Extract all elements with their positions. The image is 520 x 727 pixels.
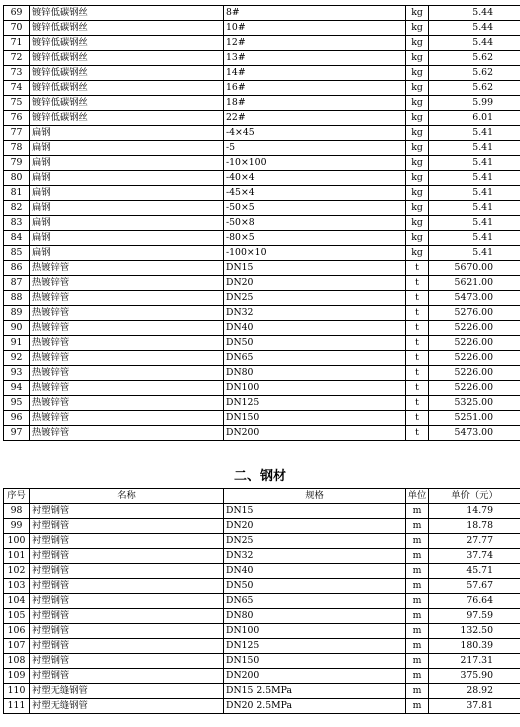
cell-price: 5473.00 bbox=[429, 426, 520, 441]
cell-name: 热镀锌管 bbox=[30, 321, 224, 336]
cell-name: 镀锌低碳钢丝 bbox=[30, 66, 224, 81]
cell-price: 5251.00 bbox=[429, 411, 520, 426]
cell-spec: -50×8 bbox=[224, 216, 406, 231]
cell-price: 5.41 bbox=[429, 231, 520, 246]
cell-spec: DN20 bbox=[224, 276, 406, 291]
cell-name: 镀锌低碳钢丝 bbox=[30, 6, 224, 21]
cell-no: 96 bbox=[4, 411, 30, 426]
cell-spec: DN40 bbox=[224, 564, 406, 579]
cell-name: 扁钢 bbox=[30, 141, 224, 156]
table-row bbox=[4, 291, 520, 306]
table-row bbox=[4, 141, 520, 156]
cell-unit: m bbox=[406, 534, 429, 549]
cell-no: 70 bbox=[4, 21, 30, 36]
table-row bbox=[4, 639, 520, 654]
cell-no: 110 bbox=[4, 684, 30, 699]
cell-no: 102 bbox=[4, 564, 30, 579]
cell-spec: 18# bbox=[224, 96, 406, 111]
cell-price: 5.41 bbox=[429, 126, 520, 141]
table-row bbox=[4, 426, 520, 441]
cell-no: 74 bbox=[4, 81, 30, 96]
section-title-steel: 二、钢材 bbox=[233, 469, 286, 484]
cell-no: 89 bbox=[4, 306, 30, 321]
cell-name: 衬塑钢管 bbox=[30, 639, 224, 654]
cell-no: 75 bbox=[4, 96, 30, 111]
cell-unit: kg bbox=[406, 36, 429, 51]
cell-spec: 8# bbox=[224, 6, 406, 21]
cell-spec: 10# bbox=[224, 21, 406, 36]
table-row bbox=[4, 246, 520, 261]
cell-name: 衬塑钢管 bbox=[30, 549, 224, 564]
cell-no: 72 bbox=[4, 51, 30, 66]
table-row bbox=[4, 156, 520, 171]
cell-no: 101 bbox=[4, 549, 30, 564]
table-row bbox=[4, 51, 520, 66]
cell-price: 5226.00 bbox=[429, 381, 520, 396]
cell-spec: -80×5 bbox=[224, 231, 406, 246]
cell-no: 80 bbox=[4, 171, 30, 186]
table-row bbox=[4, 351, 520, 366]
cell-unit: t bbox=[406, 366, 429, 381]
cell-unit: t bbox=[406, 321, 429, 336]
table-row bbox=[4, 396, 520, 411]
table-row bbox=[4, 699, 520, 714]
cell-no: 71 bbox=[4, 36, 30, 51]
cell-no: 92 bbox=[4, 351, 30, 366]
cell-no: 108 bbox=[4, 654, 30, 669]
cell-unit: kg bbox=[406, 246, 429, 261]
cell-price: 45.71 bbox=[429, 564, 520, 579]
table-row bbox=[4, 21, 520, 36]
cell-price: 5.62 bbox=[429, 81, 520, 96]
cell-no: 91 bbox=[4, 336, 30, 351]
table-row bbox=[4, 66, 520, 81]
cell-spec: DN150 bbox=[224, 411, 406, 426]
cell-price: 5.41 bbox=[429, 186, 520, 201]
cell-unit: m bbox=[406, 624, 429, 639]
cell-no: 84 bbox=[4, 231, 30, 246]
cell-name: 热镀锌管 bbox=[30, 351, 224, 366]
cell-no: 69 bbox=[4, 6, 30, 21]
cell-name: 衬塑钢管 bbox=[30, 594, 224, 609]
cell-price: 14.79 bbox=[429, 504, 520, 519]
cell-spec: DN25 bbox=[224, 534, 406, 549]
cell-no: 76 bbox=[4, 111, 30, 126]
cell-name: 热镀锌管 bbox=[30, 426, 224, 441]
table-row bbox=[4, 669, 520, 684]
table-row bbox=[4, 684, 520, 699]
table-row bbox=[4, 261, 520, 276]
cell-name: 扁钢 bbox=[30, 156, 224, 171]
cell-no: 78 bbox=[4, 141, 30, 156]
cell-spec: DN65 bbox=[224, 594, 406, 609]
cell-spec: DN32 bbox=[224, 549, 406, 564]
cell-no: 86 bbox=[4, 261, 30, 276]
cell-unit: m bbox=[406, 579, 429, 594]
cell-name: 镀锌低碳钢丝 bbox=[30, 36, 224, 51]
cell-unit: kg bbox=[406, 171, 429, 186]
cell-no: 106 bbox=[4, 624, 30, 639]
table-row bbox=[4, 276, 520, 291]
cell-name: 衬塑钢管 bbox=[30, 579, 224, 594]
cell-name: 镀锌低碳钢丝 bbox=[30, 111, 224, 126]
cell-unit: kg bbox=[406, 231, 429, 246]
cell-no: 97 bbox=[4, 426, 30, 441]
cell-unit: m bbox=[406, 699, 429, 714]
cell-spec: -40×4 bbox=[224, 171, 406, 186]
cell-unit: m bbox=[406, 519, 429, 534]
table-row bbox=[4, 564, 520, 579]
cell-spec: 12# bbox=[224, 36, 406, 51]
cell-unit: t bbox=[406, 276, 429, 291]
table-row bbox=[4, 96, 520, 111]
cell-unit: t bbox=[406, 351, 429, 366]
cell-spec: DN40 bbox=[224, 321, 406, 336]
cell-price: 180.39 bbox=[429, 639, 520, 654]
cell-price: 5.62 bbox=[429, 66, 520, 81]
cell-price: 5670.00 bbox=[429, 261, 520, 276]
table-row bbox=[4, 579, 520, 594]
cell-name: 镀锌低碳钢丝 bbox=[30, 81, 224, 96]
cell-price: 5.62 bbox=[429, 51, 520, 66]
cell-no: 82 bbox=[4, 201, 30, 216]
cell-name: 扁钢 bbox=[30, 126, 224, 141]
cell-unit: t bbox=[406, 291, 429, 306]
cell-unit: kg bbox=[406, 186, 429, 201]
cell-unit: m bbox=[406, 504, 429, 519]
cell-price: 6.01 bbox=[429, 111, 520, 126]
price-table-part2 bbox=[3, 488, 520, 714]
cell-price: 5226.00 bbox=[429, 366, 520, 381]
cell-price: 5.41 bbox=[429, 201, 520, 216]
cell-price: 5621.00 bbox=[429, 276, 520, 291]
cell-no: 99 bbox=[4, 519, 30, 534]
cell-spec: DN65 bbox=[224, 351, 406, 366]
cell-price: 57.67 bbox=[429, 579, 520, 594]
cell-price: 5.44 bbox=[429, 6, 520, 21]
cell-spec: DN100 bbox=[224, 381, 406, 396]
cell-spec: -4×45 bbox=[224, 126, 406, 141]
cell-spec: -10×100 bbox=[224, 156, 406, 171]
cell-spec: DN32 bbox=[224, 306, 406, 321]
table-row bbox=[4, 654, 520, 669]
table-header-row bbox=[4, 489, 520, 504]
cell-name: 热镀锌管 bbox=[30, 411, 224, 426]
cell-unit: m bbox=[406, 639, 429, 654]
header-spec: 规格 bbox=[224, 489, 406, 504]
cell-name: 热镀锌管 bbox=[30, 306, 224, 321]
cell-price: 18.78 bbox=[429, 519, 520, 534]
cell-name: 衬塑钢管 bbox=[30, 654, 224, 669]
cell-price: 217.31 bbox=[429, 654, 520, 669]
cell-unit: m bbox=[406, 684, 429, 699]
cell-name: 热镀锌管 bbox=[30, 276, 224, 291]
cell-spec: DN15 2.5MPa bbox=[224, 684, 406, 699]
header-unit: 单位 bbox=[406, 489, 429, 504]
table-row bbox=[4, 504, 520, 519]
table-row bbox=[4, 111, 520, 126]
cell-spec: 16# bbox=[224, 81, 406, 96]
header-price: 单价（元） bbox=[429, 489, 520, 504]
cell-spec: DN80 bbox=[224, 366, 406, 381]
cell-name: 扁钢 bbox=[30, 231, 224, 246]
table-row bbox=[4, 534, 520, 549]
cell-unit: t bbox=[406, 411, 429, 426]
table-row bbox=[4, 216, 520, 231]
table-row bbox=[4, 549, 520, 564]
cell-no: 104 bbox=[4, 594, 30, 609]
cell-price: 375.90 bbox=[429, 669, 520, 684]
cell-spec: DN25 bbox=[224, 291, 406, 306]
cell-spec: -100×10 bbox=[224, 246, 406, 261]
cell-price: 5226.00 bbox=[429, 336, 520, 351]
cell-unit: kg bbox=[406, 81, 429, 96]
cell-unit: t bbox=[406, 381, 429, 396]
cell-spec: 22# bbox=[224, 111, 406, 126]
cell-spec: DN20 2.5MPa bbox=[224, 699, 406, 714]
cell-price: 5226.00 bbox=[429, 321, 520, 336]
cell-price: 76.64 bbox=[429, 594, 520, 609]
cell-name: 衬塑钢管 bbox=[30, 624, 224, 639]
cell-unit: kg bbox=[406, 51, 429, 66]
cell-name: 热镀锌管 bbox=[30, 336, 224, 351]
cell-spec: DN50 bbox=[224, 336, 406, 351]
table-row bbox=[4, 126, 520, 141]
cell-price: 5.44 bbox=[429, 21, 520, 36]
cell-unit: kg bbox=[406, 21, 429, 36]
table-row bbox=[4, 519, 520, 534]
cell-name: 衬塑钢管 bbox=[30, 519, 224, 534]
cell-name: 扁钢 bbox=[30, 246, 224, 261]
cell-name: 扁钢 bbox=[30, 216, 224, 231]
table-row bbox=[4, 609, 520, 624]
cell-unit: kg bbox=[406, 216, 429, 231]
header-no: 序号 bbox=[4, 489, 30, 504]
cell-unit: kg bbox=[406, 126, 429, 141]
cell-spec: -50×5 bbox=[224, 201, 406, 216]
cell-no: 79 bbox=[4, 156, 30, 171]
cell-unit: m bbox=[406, 564, 429, 579]
cell-spec: DN200 bbox=[224, 669, 406, 684]
cell-no: 105 bbox=[4, 609, 30, 624]
cell-price: 132.50 bbox=[429, 624, 520, 639]
cell-price: 5473.00 bbox=[429, 291, 520, 306]
cell-price: 5.41 bbox=[429, 141, 520, 156]
cell-price: 5.44 bbox=[429, 36, 520, 51]
cell-spec: DN80 bbox=[224, 609, 406, 624]
cell-price: 5325.00 bbox=[429, 396, 520, 411]
cell-spec: DN20 bbox=[224, 519, 406, 534]
cell-name: 热镀锌管 bbox=[30, 381, 224, 396]
cell-unit: m bbox=[406, 609, 429, 624]
header-name: 名称 bbox=[30, 489, 224, 504]
cell-price: 5.99 bbox=[429, 96, 520, 111]
cell-price: 5276.00 bbox=[429, 306, 520, 321]
cell-no: 95 bbox=[4, 396, 30, 411]
table-row bbox=[4, 321, 520, 336]
cell-spec: 14# bbox=[224, 66, 406, 81]
cell-price: 5.41 bbox=[429, 246, 520, 261]
cell-no: 93 bbox=[4, 366, 30, 381]
cell-price: 5226.00 bbox=[429, 351, 520, 366]
cell-name: 镀锌低碳钢丝 bbox=[30, 51, 224, 66]
cell-unit: m bbox=[406, 669, 429, 684]
table-row bbox=[4, 186, 520, 201]
cell-spec: 13# bbox=[224, 51, 406, 66]
cell-no: 107 bbox=[4, 639, 30, 654]
cell-no: 73 bbox=[4, 66, 30, 81]
cell-no: 85 bbox=[4, 246, 30, 261]
cell-price: 28.92 bbox=[429, 684, 520, 699]
table-row bbox=[4, 81, 520, 96]
cell-spec: DN125 bbox=[224, 396, 406, 411]
cell-no: 100 bbox=[4, 534, 30, 549]
cell-unit: kg bbox=[406, 66, 429, 81]
cell-no: 83 bbox=[4, 216, 30, 231]
cell-name: 扁钢 bbox=[30, 171, 224, 186]
table-row bbox=[4, 6, 520, 21]
cell-unit: m bbox=[406, 549, 429, 564]
cell-unit: t bbox=[406, 396, 429, 411]
cell-no: 94 bbox=[4, 381, 30, 396]
table-row bbox=[4, 411, 520, 426]
cell-name: 衬塑无缝钢管 bbox=[30, 699, 224, 714]
cell-no: 77 bbox=[4, 126, 30, 141]
table-row bbox=[4, 594, 520, 609]
cell-name: 热镀锌管 bbox=[30, 261, 224, 276]
cell-unit: kg bbox=[406, 111, 429, 126]
cell-name: 扁钢 bbox=[30, 201, 224, 216]
cell-unit: t bbox=[406, 426, 429, 441]
cell-name: 镀锌低碳钢丝 bbox=[30, 96, 224, 111]
cell-spec: DN125 bbox=[224, 639, 406, 654]
table-row bbox=[4, 381, 520, 396]
cell-spec: DN15 bbox=[224, 504, 406, 519]
cell-unit: t bbox=[406, 261, 429, 276]
cell-unit: kg bbox=[406, 96, 429, 111]
cell-price: 27.77 bbox=[429, 534, 520, 549]
cell-no: 81 bbox=[4, 186, 30, 201]
cell-spec: DN100 bbox=[224, 624, 406, 639]
cell-unit: kg bbox=[406, 201, 429, 216]
price-table-part1 bbox=[3, 5, 520, 441]
cell-unit: t bbox=[406, 306, 429, 321]
cell-name: 衬塑钢管 bbox=[30, 504, 224, 519]
cell-no: 90 bbox=[4, 321, 30, 336]
cell-unit: m bbox=[406, 594, 429, 609]
cell-no: 103 bbox=[4, 579, 30, 594]
table-row bbox=[4, 306, 520, 321]
cell-spec: DN200 bbox=[224, 426, 406, 441]
cell-name: 衬塑钢管 bbox=[30, 609, 224, 624]
cell-no: 109 bbox=[4, 669, 30, 684]
cell-name: 衬塑钢管 bbox=[30, 564, 224, 579]
cell-price: 5.41 bbox=[429, 216, 520, 231]
cell-price: 37.81 bbox=[429, 699, 520, 714]
cell-unit: kg bbox=[406, 156, 429, 171]
cell-price: 37.74 bbox=[429, 549, 520, 564]
cell-spec: -45×4 bbox=[224, 186, 406, 201]
cell-name: 衬塑钢管 bbox=[30, 534, 224, 549]
cell-no: 111 bbox=[4, 699, 30, 714]
cell-no: 87 bbox=[4, 276, 30, 291]
cell-price: 5.41 bbox=[429, 156, 520, 171]
cell-unit: t bbox=[406, 336, 429, 351]
cell-price: 5.41 bbox=[429, 171, 520, 186]
cell-unit: m bbox=[406, 654, 429, 669]
cell-price: 97.59 bbox=[429, 609, 520, 624]
cell-unit: kg bbox=[406, 6, 429, 21]
cell-spec: DN15 bbox=[224, 261, 406, 276]
cell-no: 98 bbox=[4, 504, 30, 519]
cell-spec: -5 bbox=[224, 141, 406, 156]
table-row bbox=[4, 336, 520, 351]
cell-name: 扁钢 bbox=[30, 186, 224, 201]
cell-name: 热镀锌管 bbox=[30, 291, 224, 306]
table-row bbox=[4, 201, 520, 216]
table-row bbox=[4, 624, 520, 639]
cell-name: 衬塑无缝钢管 bbox=[30, 684, 224, 699]
table-row bbox=[4, 36, 520, 51]
table-row bbox=[4, 366, 520, 381]
cell-unit: kg bbox=[406, 141, 429, 156]
cell-name: 热镀锌管 bbox=[30, 396, 224, 411]
cell-spec: DN150 bbox=[224, 654, 406, 669]
cell-name: 衬塑钢管 bbox=[30, 669, 224, 684]
table-row bbox=[4, 231, 520, 246]
cell-name: 热镀锌管 bbox=[30, 366, 224, 381]
cell-no: 88 bbox=[4, 291, 30, 306]
table-row bbox=[4, 171, 520, 186]
cell-name: 镀锌低碳钢丝 bbox=[30, 21, 224, 36]
cell-spec: DN50 bbox=[224, 579, 406, 594]
